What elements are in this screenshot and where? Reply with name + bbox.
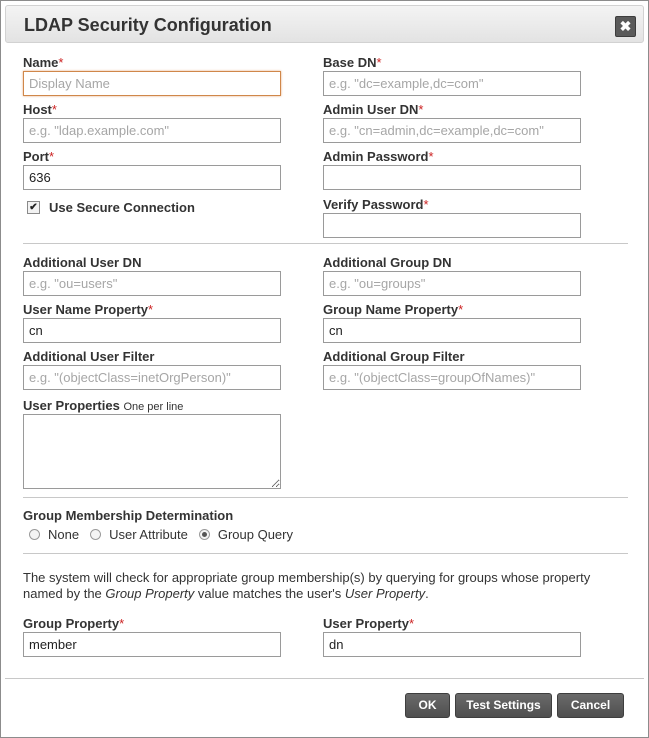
admin-password-input[interactable] xyxy=(323,165,581,190)
group-name-property-field-group xyxy=(323,302,581,343)
user-properties-field-group xyxy=(23,398,281,489)
secure-connection-row[interactable] xyxy=(27,200,195,215)
admin-password-field-group xyxy=(323,149,581,190)
radio-group-query[interactable] xyxy=(199,529,210,540)
group-name-property-label: Group Name Property xyxy=(323,302,459,317)
group-name-property-input[interactable] xyxy=(323,318,581,343)
admin-user-dn-input[interactable] xyxy=(323,118,581,143)
name-input[interactable] xyxy=(23,71,281,96)
close-button[interactable] xyxy=(615,16,636,37)
required-mark: * xyxy=(148,302,154,317)
port-field-group xyxy=(23,149,281,190)
host-input[interactable] xyxy=(23,118,281,143)
user-property-field-group xyxy=(323,616,581,657)
user-name-property-label: User Name Property xyxy=(23,302,148,317)
membership-description xyxy=(23,570,628,602)
additional-user-filter-input[interactable] xyxy=(23,365,281,390)
additional-user-filter-label: Additional User Filter xyxy=(23,349,155,364)
additional-group-dn-field-group xyxy=(323,255,581,296)
required-mark: * xyxy=(58,55,64,70)
user-properties-label: User Properties xyxy=(23,398,120,413)
user-properties-textarea[interactable] xyxy=(23,414,281,489)
required-mark: * xyxy=(51,102,57,117)
required-mark: * xyxy=(408,616,415,631)
description-part3: . xyxy=(425,586,429,601)
name-field-group xyxy=(23,55,281,96)
verify-password-input[interactable] xyxy=(323,213,581,238)
radio-group-query-label: Group Query xyxy=(217,527,293,542)
description-em-group-property: Group Property xyxy=(105,586,195,601)
radio-none[interactable] xyxy=(29,529,40,540)
additional-group-filter-label: Additional Group Filter xyxy=(323,349,465,364)
ok-button[interactable]: OK xyxy=(405,693,450,718)
host-label: Host xyxy=(23,102,52,117)
required-mark: * xyxy=(423,197,429,212)
required-mark: * xyxy=(428,149,434,164)
description-part2: value matches the user's xyxy=(194,586,345,601)
additional-group-filter-input[interactable] xyxy=(323,365,581,390)
radio-option-none[interactable] xyxy=(29,527,79,542)
admin-password-label: Admin Password xyxy=(323,149,429,164)
additional-user-filter-field-group xyxy=(23,349,281,390)
port-label: Port xyxy=(23,149,49,164)
user-name-property-input[interactable] xyxy=(23,318,281,343)
membership-radio-group xyxy=(29,527,304,542)
group-property-field-group xyxy=(23,616,281,657)
dialog-title: LDAP Security Configuration xyxy=(24,15,272,35)
cancel-button[interactable]: Cancel xyxy=(557,693,624,718)
port-input[interactable] xyxy=(23,165,281,190)
name-label: Name xyxy=(23,55,59,70)
secure-connection-checkbox[interactable] xyxy=(27,201,40,214)
radio-option-user-attribute[interactable] xyxy=(90,527,188,542)
base-dn-input[interactable] xyxy=(323,71,581,96)
required-mark: * xyxy=(458,302,464,317)
group-property-input[interactable] xyxy=(23,632,281,657)
section-divider xyxy=(23,553,628,554)
section-divider xyxy=(23,497,628,498)
additional-group-dn-label: Additional Group DN xyxy=(323,255,452,270)
secure-connection-label: Use Secure Connection xyxy=(49,200,195,215)
host-field-group xyxy=(23,102,281,143)
footer-divider xyxy=(5,678,644,679)
required-mark: * xyxy=(376,55,382,70)
additional-user-dn-label: Additional User DN xyxy=(23,255,142,270)
radio-none-label: None xyxy=(48,527,80,542)
radio-option-group-query[interactable] xyxy=(199,527,293,542)
user-properties-sublabel: One per line xyxy=(123,401,184,413)
base-dn-field-group xyxy=(323,55,581,96)
test-settings-button[interactable]: Test Settings xyxy=(455,693,552,718)
membership-heading: Group Membership Determination xyxy=(23,508,234,523)
base-dn-label: Base DN xyxy=(323,55,377,70)
description-em-user-property: User Property xyxy=(344,586,426,601)
verify-password-field-group xyxy=(323,197,581,238)
verify-password-label: Verify Password xyxy=(323,197,424,212)
section-divider xyxy=(23,243,628,244)
description-part1: The system will check for appropriate group membership(s) by querying for groups whose property named by the xyxy=(23,570,591,601)
close-icon: ✖ xyxy=(619,18,632,34)
additional-user-dn-input[interactable] xyxy=(23,271,281,296)
user-property-label: User Property xyxy=(323,616,409,631)
radio-user-attribute[interactable] xyxy=(90,529,101,540)
required-mark: * xyxy=(418,102,424,117)
group-property-label: Group Property xyxy=(23,616,120,631)
additional-group-filter-field-group xyxy=(323,349,581,390)
user-property-input[interactable] xyxy=(323,632,581,657)
dialog-titlebar xyxy=(5,5,644,43)
checkmark-icon: ✔ xyxy=(29,202,38,213)
admin-user-dn-label: Admin User DN xyxy=(323,102,419,117)
required-mark: * xyxy=(49,149,55,164)
user-name-property-field-group xyxy=(23,302,281,343)
additional-user-dn-field-group xyxy=(23,255,281,296)
admin-user-dn-field-group xyxy=(323,102,581,143)
required-mark: * xyxy=(119,616,125,631)
additional-group-dn-input[interactable] xyxy=(323,271,581,296)
radio-user-attribute-label: User Attribute xyxy=(109,527,188,542)
